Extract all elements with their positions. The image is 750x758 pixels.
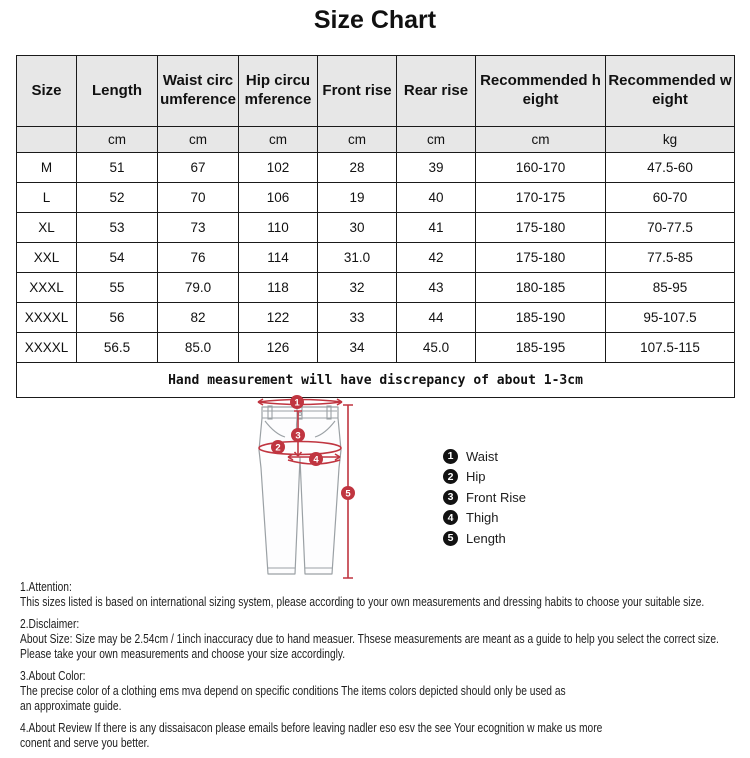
cell-size: XXXXL: [17, 303, 77, 333]
notes-section: [20, 580, 719, 758]
attention-text: This sizes listed is based on international sizing system, please according to your own measurements and dressing habits to choose your suitable size.: [20, 595, 705, 609]
cell-length: 56: [77, 303, 158, 333]
legend-item-thigh: [443, 508, 526, 528]
cell-rear-rise: 41: [397, 213, 476, 243]
table-row-xxxxxl: [17, 333, 735, 363]
cell-rec-weight: 107.5-115: [606, 333, 735, 363]
legend-item-front-rise: [443, 487, 526, 507]
cell-rec-height: 170-175: [476, 183, 606, 213]
cell-length: 53: [77, 213, 158, 243]
table-row-xl: [17, 213, 735, 243]
legend-number-badge: 2: [443, 469, 458, 484]
about-color-heading: 3.About Color:: [20, 669, 86, 683]
cell-rec-height: 185-190: [476, 303, 606, 333]
table-row-xxxxl: [17, 303, 735, 333]
table-note-row: [17, 363, 735, 398]
unit-cell: cm: [476, 127, 606, 153]
marker-4: 4: [313, 454, 319, 466]
cell-hip: 122: [239, 303, 318, 333]
cell-rear-rise: 40: [397, 183, 476, 213]
col-header-front-rise: Front rise: [318, 56, 397, 127]
col-header-rec-height: Recommended height: [476, 56, 606, 127]
size-table: [16, 55, 735, 398]
legend-number-badge: 3: [443, 490, 458, 505]
cell-rec-height: 185-195: [476, 333, 606, 363]
col-header-waist: Waist circumference: [158, 56, 239, 127]
about-review-section: [20, 721, 719, 751]
measurement-note: Hand measurement will have discrepancy of about 1-3cm: [17, 363, 735, 398]
cell-hip: 102: [239, 153, 318, 183]
cell-waist: 82: [158, 303, 239, 333]
col-header-hip: Hip circumference: [239, 56, 318, 127]
cell-length: 54: [77, 243, 158, 273]
cell-rec-weight: 70-77.5: [606, 213, 735, 243]
cell-size: XXL: [17, 243, 77, 273]
cell-waist: 85.0: [158, 333, 239, 363]
about-review-text-line2: conent and serve you better.: [20, 736, 150, 750]
unit-cell: cm: [77, 127, 158, 153]
cell-front-rise: 32: [318, 273, 397, 303]
cell-front-rise: 31.0: [318, 243, 397, 273]
legend-number-badge: 4: [443, 510, 458, 525]
cell-rec-weight: 60-70: [606, 183, 735, 213]
cell-rear-rise: 42: [397, 243, 476, 273]
cell-rec-weight: 47.5-60: [606, 153, 735, 183]
cell-hip: 106: [239, 183, 318, 213]
page-title: Size Chart: [313, 6, 437, 34]
legend-label: Thigh: [466, 510, 499, 525]
legend-number-badge: 1: [443, 449, 458, 464]
cell-front-rise: 33: [318, 303, 397, 333]
col-header-rear-rise: Rear rise: [397, 56, 476, 127]
table-row-xxl: [17, 243, 735, 273]
legend-label: Hip: [466, 469, 486, 484]
cell-waist: 76: [158, 243, 239, 273]
cell-rear-rise: 45.0: [397, 333, 476, 363]
legend-number-badge: 5: [443, 531, 458, 546]
cell-rec-height: 175-180: [476, 213, 606, 243]
cell-rec-weight: 85-95: [606, 273, 735, 303]
cell-rec-height: 160-170: [476, 153, 606, 183]
table-row-l: [17, 183, 735, 213]
about-color-text-line1: The precise color of a clothing ems mva depend on specific conditions The items colors depicted should only be used as: [20, 684, 566, 698]
cell-front-rise: 28: [318, 153, 397, 183]
marker-2: 2: [275, 442, 281, 454]
cell-length: 55: [77, 273, 158, 303]
cell-front-rise: 30: [318, 213, 397, 243]
table-unit-row: [17, 127, 735, 153]
cell-length: 51: [77, 153, 158, 183]
cell-size: XL: [17, 213, 77, 243]
cell-front-rise: 19: [318, 183, 397, 213]
marker-5: 5: [345, 488, 351, 500]
disclaimer-section: [20, 617, 719, 662]
col-header-rec-weight: Recommended weight: [606, 56, 735, 127]
about-color-section: [20, 669, 719, 714]
about-review-text-line1: 4.About Review If there is any dissaisacon please emails before leaving nadler eso esv the see Your ecognition w make us more: [20, 721, 603, 735]
about-color-text-line2: an approximate guide.: [20, 699, 122, 713]
cell-waist: 70: [158, 183, 239, 213]
col-header-length: Length: [77, 56, 158, 127]
diagram-legend: [443, 446, 526, 549]
legend-item-length: [443, 528, 526, 548]
cell-hip: 126: [239, 333, 318, 363]
cell-hip: 118: [239, 273, 318, 303]
disclaimer-heading: 2.Disclaimer:: [20, 617, 80, 631]
cell-waist: 73: [158, 213, 239, 243]
cell-rear-rise: 39: [397, 153, 476, 183]
table-header-row: [17, 56, 735, 127]
marker-1: 1: [294, 397, 300, 409]
disclaimer-text-line2: Please take your own measurements and choose your size accordingly.: [20, 647, 346, 661]
cell-hip: 110: [239, 213, 318, 243]
unit-cell: kg: [606, 127, 735, 153]
cell-waist: 79.0: [158, 273, 239, 303]
unit-cell: cm: [158, 127, 239, 153]
cell-length: 56.5: [77, 333, 158, 363]
marker-3: 3: [295, 430, 301, 442]
cell-size: L: [17, 183, 77, 213]
cell-rear-rise: 43: [397, 273, 476, 303]
table-row-xxxl: [17, 273, 735, 303]
attention-section: [20, 580, 719, 610]
unit-cell: cm: [318, 127, 397, 153]
attention-heading: 1.Attention:: [20, 580, 72, 594]
cell-size: XXXL: [17, 273, 77, 303]
legend-label: Front Rise: [466, 489, 526, 505]
cell-rear-rise: 44: [397, 303, 476, 333]
cell-rec-height: 180-185: [476, 273, 606, 303]
pants-diagram: [240, 390, 360, 586]
cell-rec-height: 175-180: [476, 243, 606, 273]
cell-rec-weight: 95-107.5: [606, 303, 735, 333]
col-header-size: Size: [17, 56, 77, 127]
legend-item-waist: [443, 446, 526, 466]
cell-size: XXXXL: [17, 333, 77, 363]
cell-front-rise: 34: [318, 333, 397, 363]
legend-item-hip: [443, 467, 526, 487]
disclaimer-text-line1: About Size: Size may be 2.54cm / 1inch inaccuracy due to hand measuer. Thsese measurements are meant as a guide to help you select the correct size.: [20, 632, 719, 646]
length-measure-mark: [341, 405, 355, 578]
table-row-m: [17, 153, 735, 183]
cell-size: M: [17, 153, 77, 183]
cell-waist: 67: [158, 153, 239, 183]
unit-cell: cm: [397, 127, 476, 153]
legend-label: Length: [466, 530, 506, 546]
unit-cell: [17, 127, 77, 153]
unit-cell: cm: [239, 127, 318, 153]
cell-rec-weight: 77.5-85: [606, 243, 735, 273]
legend-label: Waist: [466, 448, 499, 464]
cell-length: 52: [77, 183, 158, 213]
cell-hip: 114: [239, 243, 318, 273]
